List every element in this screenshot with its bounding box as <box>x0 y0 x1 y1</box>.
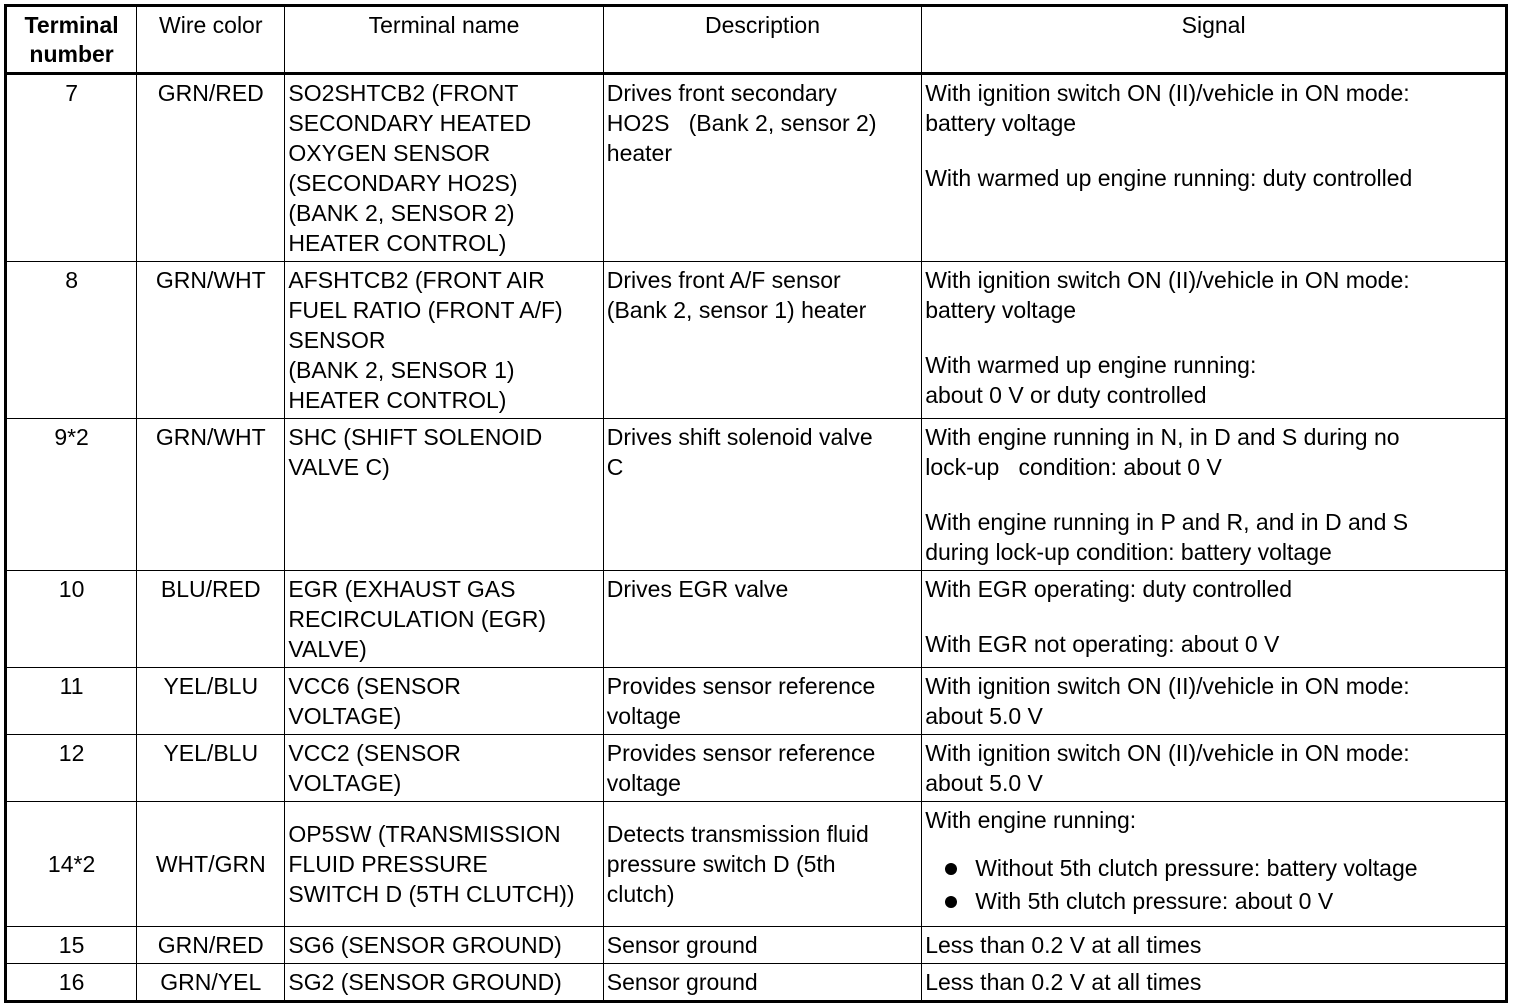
cell-description-line: pressure switch D (5th <box>606 851 836 877</box>
signal-line: With EGR not operating: about 0 V <box>925 631 1280 657</box>
signal-paragraph <box>925 930 1502 960</box>
cell-terminal-number: 15 <box>6 927 137 964</box>
cell-wire-color: GRN/WHT <box>137 419 285 571</box>
cell-description-line: Drives EGR valve <box>606 576 789 602</box>
cell-description-line: Drives front A/F sensor <box>606 267 841 293</box>
table-row <box>6 262 1507 419</box>
cell-description <box>603 802 921 927</box>
cell-description-line: Drives front secondary <box>606 80 837 106</box>
cell-wire-color: YEL/BLU <box>137 668 285 735</box>
signal-paragraph <box>925 805 1502 835</box>
table-row <box>6 802 1507 927</box>
cell-description-line: voltage <box>606 703 681 729</box>
cell-signal <box>922 735 1507 802</box>
cell-terminal-name <box>285 419 603 571</box>
cell-signal <box>922 571 1507 668</box>
cell-wire-color: WHT/GRN <box>137 802 285 927</box>
header-terminal-name: Terminal name <box>285 6 603 74</box>
signal-paragraph <box>925 671 1502 731</box>
cell-signal <box>922 74 1507 262</box>
signal-line: about 0 V or duty controlled <box>925 382 1207 408</box>
cell-signal <box>922 262 1507 419</box>
cell-description-line: clutch) <box>606 881 675 907</box>
cell-description <box>603 419 921 571</box>
table-row <box>6 735 1507 802</box>
cell-description <box>603 735 921 802</box>
signal-line: With EGR operating: duty controlled <box>925 576 1293 602</box>
cell-terminal-number: 12 <box>6 735 137 802</box>
signal-line: about 5.0 V <box>925 703 1043 729</box>
cell-terminal-name-line: SENSOR <box>288 327 386 353</box>
signal-paragraph <box>925 629 1502 659</box>
signal-line: battery voltage <box>925 297 1077 323</box>
cell-terminal-name-line: SWITCH D (5TH CLUTCH)) <box>288 881 575 907</box>
bullet-dot-icon <box>945 896 957 908</box>
signal-paragraph <box>925 265 1502 325</box>
cell-terminal-name-line: VALVE) <box>288 636 367 662</box>
signal-line: battery voltage <box>925 110 1077 136</box>
signal-paragraph <box>925 738 1502 798</box>
cell-terminal-name-line: VOLTAGE) <box>288 770 402 796</box>
cell-terminal-name-line: SECONDARY HEATED <box>288 110 532 136</box>
cell-description <box>603 927 921 964</box>
cell-terminal-number: 7 <box>6 74 137 262</box>
cell-signal <box>922 964 1507 1002</box>
cell-terminal-number: 10 <box>6 571 137 668</box>
cell-wire-color: GRN/RED <box>137 927 285 964</box>
header-row <box>6 6 1507 74</box>
signal-paragraph <box>925 163 1502 193</box>
table-row <box>6 419 1507 571</box>
cell-description-line: C <box>606 454 624 480</box>
cell-description <box>603 668 921 735</box>
cell-description-line: heater <box>606 140 672 166</box>
cell-terminal-name-line: (SECONDARY HO2S) <box>288 170 518 196</box>
signal-line: Less than 0.2 V at all times <box>925 932 1202 958</box>
cell-terminal-name <box>285 74 603 262</box>
signal-bullet-item <box>925 852 1502 885</box>
signal-line: during lock-up condition: battery voltage <box>925 539 1332 565</box>
header-terminal-number <box>6 6 137 74</box>
table-row <box>6 964 1507 1002</box>
cell-description-line: Sensor ground <box>606 969 758 995</box>
signal-paragraph <box>925 78 1502 138</box>
cell-terminal-name <box>285 735 603 802</box>
cell-description <box>603 262 921 419</box>
signal-line: With warmed up engine running: <box>925 352 1257 378</box>
cell-terminal-name-line: FLUID PRESSURE <box>288 851 488 877</box>
cell-terminal-name-line: VALVE C) <box>288 454 390 480</box>
table-row <box>6 74 1507 262</box>
cell-description-line: Drives shift solenoid valve <box>606 424 873 450</box>
cell-wire-color: GRN/WHT <box>137 262 285 419</box>
cell-terminal-name-line: FUEL RATIO (FRONT A/F) <box>288 297 563 323</box>
cell-terminal-name <box>285 262 603 419</box>
header-wire-color: Wire color <box>137 6 285 74</box>
header-description: Description <box>603 6 921 74</box>
cell-description <box>603 964 921 1002</box>
cell-description-line: Provides sensor reference <box>606 673 876 699</box>
cell-terminal-number: 11 <box>6 668 137 735</box>
cell-description-line: (Bank 2, sensor 1) heater <box>606 297 867 323</box>
header-terminal-line2: number <box>29 41 114 67</box>
table-body <box>6 74 1507 1002</box>
table-row <box>6 927 1507 964</box>
table-row <box>6 668 1507 735</box>
cell-terminal-name <box>285 802 603 927</box>
cell-wire-color: YEL/BLU <box>137 735 285 802</box>
cell-wire-color: BLU/RED <box>137 571 285 668</box>
cell-terminal-name-line: SG6 (SENSOR GROUND) <box>288 932 562 958</box>
cell-signal <box>922 419 1507 571</box>
cell-terminal-name-line: VOLTAGE) <box>288 703 402 729</box>
bullet-dot-icon <box>945 863 957 875</box>
signal-line: With warmed up engine running: duty controlled <box>925 165 1413 191</box>
cell-terminal-number: 9*2 <box>6 419 137 571</box>
table-header <box>6 6 1507 74</box>
cell-terminal-name-line: RECIRCULATION (EGR) <box>288 606 547 632</box>
header-terminal-line1: Terminal <box>24 12 119 38</box>
signal-bullet-text: With 5th clutch pressure: about 0 V <box>975 888 1334 914</box>
cell-terminal-name-line: OXYGEN SENSOR <box>288 140 491 166</box>
cell-description <box>603 74 921 262</box>
cell-signal <box>922 802 1507 927</box>
cell-signal <box>922 927 1507 964</box>
signal-line: about 5.0 V <box>925 770 1043 796</box>
header-signal: Signal <box>922 6 1507 74</box>
cell-description-line: HO2S (Bank 2, sensor 2) <box>606 110 877 136</box>
signal-bullet-item <box>925 885 1502 918</box>
cell-terminal-name-line: SO2SHTCB2 (FRONT <box>288 80 519 106</box>
signal-line: Less than 0.2 V at all times <box>925 969 1202 995</box>
cell-terminal-name-line: VCC2 (SENSOR <box>288 740 461 766</box>
cell-terminal-number: 8 <box>6 262 137 419</box>
cell-terminal-name-line: HEATER CONTROL) <box>288 230 507 256</box>
signal-line: With engine running in N, in D and S during no <box>925 424 1400 450</box>
signal-line: With ignition switch ON (II)/vehicle in ON mode: <box>925 740 1410 766</box>
cell-signal <box>922 668 1507 735</box>
signal-line: With engine running: <box>925 807 1137 833</box>
cell-terminal-name <box>285 927 603 964</box>
cell-wire-color: GRN/YEL <box>137 964 285 1002</box>
cell-terminal-name-line: SHC (SHIFT SOLENOID <box>288 424 543 450</box>
cell-description-line: Detects transmission fluid <box>606 821 869 847</box>
signal-paragraph <box>925 422 1502 482</box>
signal-line: With engine running in P and R, and in D and S <box>925 509 1409 535</box>
cell-terminal-name-line: OP5SW (TRANSMISSION <box>288 821 561 847</box>
cell-terminal-name-line: VCC6 (SENSOR <box>288 673 461 699</box>
cell-terminal-number: 16 <box>6 964 137 1002</box>
signal-line: With ignition switch ON (II)/vehicle in ON mode: <box>925 673 1410 699</box>
cell-terminal-name-line: EGR (EXHAUST GAS <box>288 576 516 602</box>
table-row <box>6 571 1507 668</box>
cell-description-line: Provides sensor reference <box>606 740 876 766</box>
cell-terminal-name-line: HEATER CONTROL) <box>288 387 507 413</box>
signal-paragraph <box>925 350 1502 410</box>
cell-terminal-name-line: (BANK 2, SENSOR 1) <box>288 357 515 383</box>
cell-description <box>603 571 921 668</box>
signal-paragraph <box>925 574 1502 604</box>
signal-paragraph <box>925 507 1502 567</box>
cell-terminal-name <box>285 964 603 1002</box>
signal-line: With ignition switch ON (II)/vehicle in ON mode: <box>925 80 1410 106</box>
terminal-table <box>4 4 1508 1003</box>
cell-terminal-name <box>285 668 603 735</box>
signal-paragraph <box>925 967 1502 997</box>
cell-terminal-number: 14*2 <box>6 802 137 927</box>
cell-terminal-name-line: (BANK 2, SENSOR 2) <box>288 200 515 226</box>
signal-line: With ignition switch ON (II)/vehicle in ON mode: <box>925 267 1410 293</box>
signal-bullet-text: Without 5th clutch pressure: battery voltage <box>975 855 1418 881</box>
cell-terminal-name-line: AFSHTCB2 (FRONT AIR <box>288 267 545 293</box>
cell-wire-color: GRN/RED <box>137 74 285 262</box>
cell-description-line: Sensor ground <box>606 932 758 958</box>
signal-line: lock-up condition: about 0 V <box>925 454 1222 480</box>
cell-terminal-name-line: SG2 (SENSOR GROUND) <box>288 969 562 995</box>
signal-bullet-list <box>925 852 1502 918</box>
cell-description-line: voltage <box>606 770 681 796</box>
cell-terminal-name <box>285 571 603 668</box>
